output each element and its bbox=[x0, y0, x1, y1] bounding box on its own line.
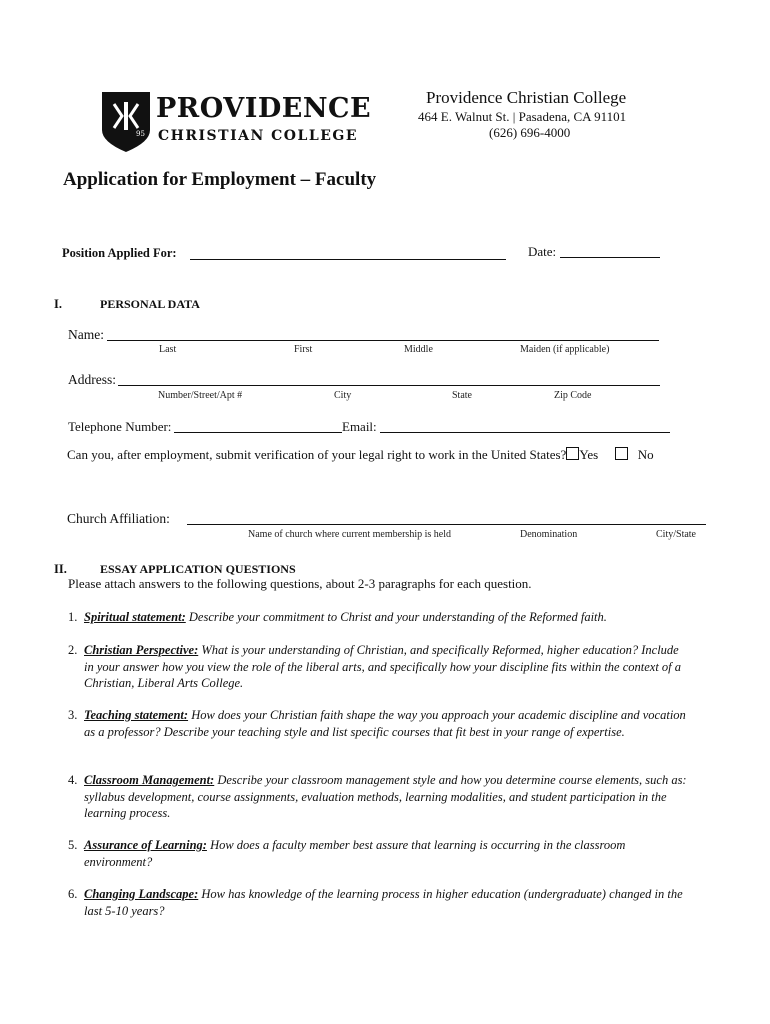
date-label: Date: bbox=[528, 244, 557, 259]
yes-label: Yes bbox=[579, 447, 599, 462]
logo-name-primary: PROVIDENCE bbox=[156, 93, 372, 124]
question-lead: Changing Landscape: bbox=[84, 887, 199, 901]
section2-numeral: II. bbox=[54, 562, 67, 576]
position-field[interactable] bbox=[190, 259, 506, 260]
college-phone: (626) 696-4000 bbox=[489, 125, 571, 140]
address-sub-zip: Zip Code bbox=[554, 390, 592, 401]
question-lead: Classroom Management: bbox=[84, 773, 215, 787]
work-question-text: Can you, after employment, submit verification of your legal right to work in the United States? bbox=[67, 447, 567, 462]
college-address: 464 E. Walnut St. | Pasadena, CA 91101 bbox=[418, 109, 627, 124]
telephone-field[interactable] bbox=[174, 432, 342, 433]
church-field[interactable] bbox=[187, 524, 706, 525]
college-logo bbox=[100, 90, 372, 154]
question-number: 1. bbox=[68, 610, 78, 624]
question-3 bbox=[68, 707, 688, 740]
question-number: 6. bbox=[68, 887, 78, 901]
email-field[interactable] bbox=[380, 432, 670, 433]
work-question bbox=[67, 447, 654, 463]
address-label: Address: bbox=[68, 372, 116, 387]
question-number: 5. bbox=[68, 838, 78, 852]
page-title: Application for Employment – Faculty bbox=[63, 169, 377, 190]
church-sub-name: Name of church where current membership is held bbox=[248, 529, 451, 540]
question-2 bbox=[68, 642, 688, 692]
question-text: How has knowledge of the learning process in higher education (undergraduate) changed in the last 5-10 years? bbox=[84, 887, 683, 918]
section2-heading: ESSAY APPLICATION QUESTIONS bbox=[100, 562, 296, 576]
question-5 bbox=[68, 837, 688, 870]
question-number: 2. bbox=[68, 643, 78, 657]
address-sub-street: Number/Street/Apt # bbox=[158, 390, 243, 401]
question-1 bbox=[68, 609, 688, 626]
section1-heading: PERSONAL DATA bbox=[100, 297, 200, 311]
question-text: How does a faculty member best assure that learning is occurring in the classroom environment? bbox=[84, 838, 626, 869]
church-sub-denomination: Denomination bbox=[520, 529, 578, 540]
no-label: No bbox=[637, 447, 654, 462]
question-text: Describe your commitment to Christ and your understanding of the Reformed faith. bbox=[185, 610, 607, 624]
seal-number: 95 bbox=[136, 130, 145, 138]
college-name: Providence Christian College bbox=[426, 88, 627, 107]
logo-name-secondary: CHRISTIAN COLLEGE bbox=[158, 128, 358, 144]
position-label: Position Applied For: bbox=[62, 246, 177, 260]
question-text: Describe your classroom management style and how you determine course elements, such as: syllabus development, course assignments, evaluation methods, learning modalities, and student participation in the learning process. bbox=[84, 773, 687, 820]
name-field[interactable] bbox=[107, 340, 659, 341]
question-text: What is your understanding of Christian, and specifically Reformed, higher education? Include in your answer how you view the role of the liberal arts, and specifically how your discipline fits within the context of a Christian, Liberal Arts College. bbox=[84, 643, 682, 690]
address-field[interactable] bbox=[118, 385, 660, 386]
telephone-label: Telephone Number: bbox=[68, 419, 172, 434]
name-sub-maiden: Maiden (if applicable) bbox=[520, 344, 610, 355]
question-number: 4. bbox=[68, 773, 78, 787]
question-lead: Assurance of Learning: bbox=[84, 838, 207, 852]
church-sub-citystate: City/State bbox=[656, 529, 696, 540]
question-lead: Spiritual statement: bbox=[84, 610, 186, 624]
question-text: How does your Christian faith shape the way you approach your academic discipline and vocation as a professor? Describe your teaching style and list specific courses that fit best in your range of expertise. bbox=[84, 708, 686, 739]
name-sub-last: Last bbox=[159, 344, 177, 355]
yes-checkbox[interactable] bbox=[566, 447, 579, 460]
shield-icon bbox=[100, 90, 152, 154]
church-label: Church Affiliation: bbox=[67, 511, 170, 526]
question-lead: Christian Perspective: bbox=[84, 643, 199, 657]
question-6 bbox=[68, 886, 688, 919]
name-sub-middle: Middle bbox=[404, 344, 433, 355]
section2-intro: Please attach answers to the following questions, about 2-3 paragraphs for each question. bbox=[68, 576, 532, 591]
section1-numeral: I. bbox=[54, 297, 62, 311]
email-label: Email: bbox=[342, 419, 377, 434]
question-number: 3. bbox=[68, 708, 78, 722]
address-sub-city: City bbox=[334, 390, 352, 401]
name-sub-first: First bbox=[294, 344, 313, 355]
question-4 bbox=[68, 772, 688, 822]
no-checkbox[interactable] bbox=[615, 447, 628, 460]
address-sub-state: State bbox=[452, 390, 472, 401]
date-field[interactable] bbox=[560, 257, 660, 258]
name-label: Name: bbox=[68, 327, 104, 342]
question-lead: Teaching statement: bbox=[84, 708, 189, 722]
